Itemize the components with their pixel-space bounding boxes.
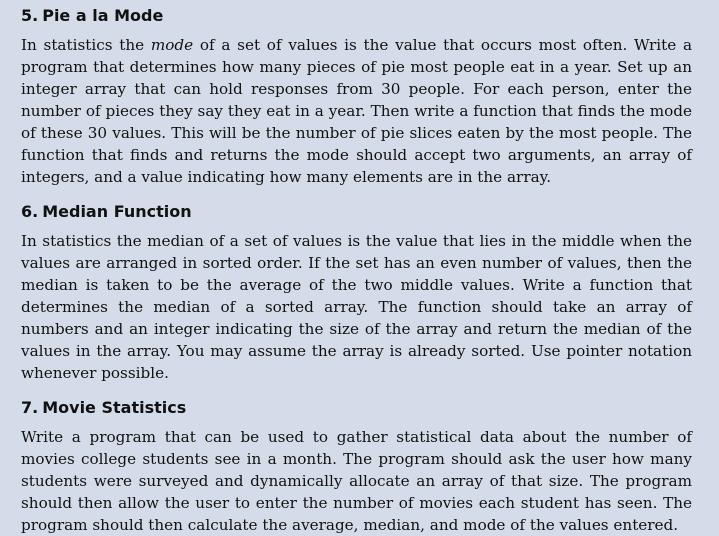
exercise-6: [21, 202, 692, 384]
exercise-heading: [21, 6, 692, 26]
exercise-number: 5.: [21, 6, 39, 25]
exercise-title: Median Function: [42, 202, 192, 221]
exercise-description: In statistics the median of a set of values is the value that lies in the middle when the values are arranged in sorted order. If the set has an even number of values, then the median is taken to be the average of the two middle values. Write a function that determines the median of a sorted array. The function should take an array of numbers and an integer indicating the size of the array and return the median of the values in the array. You may assume the array is already sorted. Use pointer notation whenever possible.: [21, 232, 692, 382]
exercise-heading: [21, 398, 692, 418]
exercise-description: Write a program that can be used to gather statistical data about the number of movies college students see in a month. The program should ask the user how many students were surveyed and dynamically allocate an array of that size. The program should then allow the user to enter the number of movies each student has seen. The program should then calculate the average, median, and mode of the values entered.: [21, 428, 692, 534]
description-text: of a set of values is the value that occurs most often. Write a program that determines how many pieces of pie most people eat in a year. Set up an integer array that can hold responses from 30 people. For each person, enter the number of pieces they say they eat in a year. Then write a function that finds the mode of these 30 values. This will be the number of pie slices eaten by the most people. The function that finds and returns the mode should accept two arguments, an array of integers, and a value indicating how many elements are in the array.: [21, 36, 692, 186]
description-text: In statistics the: [21, 36, 151, 54]
exercise-title: Pie a la Mode: [42, 6, 164, 25]
exercise-heading: [21, 202, 692, 222]
exercise-title: Movie Statistics: [42, 398, 187, 417]
exercise-7: [21, 398, 692, 536]
exercise-description: [21, 34, 692, 188]
exercise-5: [21, 6, 692, 188]
exercise-number: 6.: [21, 202, 39, 221]
exercise-number: 7.: [21, 398, 39, 417]
emphasized-term: mode: [150, 36, 194, 54]
